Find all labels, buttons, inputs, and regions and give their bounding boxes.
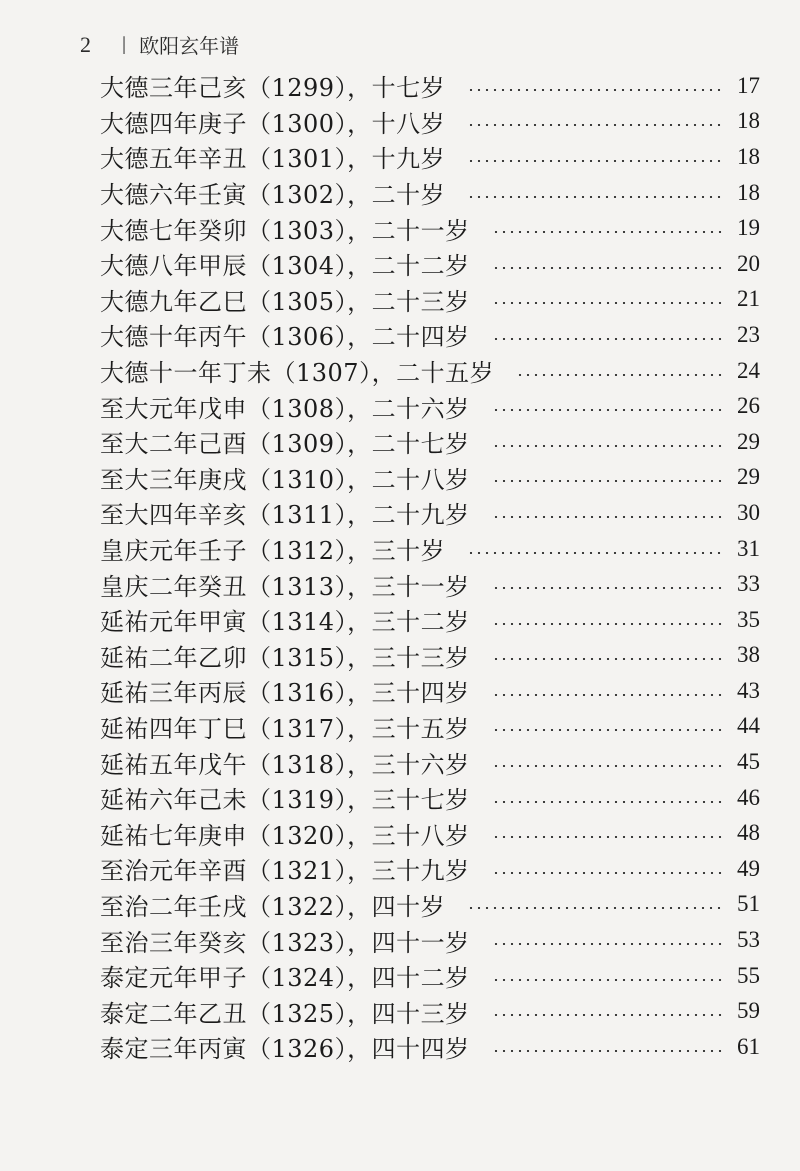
entry-page-number: 46 [737, 784, 760, 810]
toc-entry[interactable] [100, 602, 760, 638]
entry-title: 大德三年己亥（1299），十七岁 [100, 74, 446, 103]
toc-entry[interactable] [100, 566, 760, 602]
book-title: 欧阳玄年谱 [139, 34, 240, 58]
dot-leader [492, 979, 722, 981]
dot-leader [492, 836, 722, 838]
dot-leader [467, 552, 722, 554]
dot-leader [492, 480, 722, 482]
toc-entry[interactable] [100, 495, 760, 531]
entry-title: 泰定三年丙寅（1326），四十四岁 [100, 1035, 470, 1064]
entry-title: 泰定二年乙丑（1325），四十三岁 [100, 999, 470, 1028]
dot-leader [492, 267, 722, 269]
entry-page-number: 43 [737, 677, 760, 703]
entry-page-number: 35 [737, 606, 760, 632]
entry-title: 延祐二年乙卯（1315），三十三岁 [100, 643, 470, 672]
entry-page-number: 29 [737, 428, 760, 454]
dot-leader [492, 729, 722, 731]
entry-page-number: 18 [737, 143, 760, 169]
dot-leader [467, 124, 722, 126]
entry-page-number: 19 [737, 215, 760, 241]
entry-page-number: 59 [737, 998, 760, 1024]
dot-leader [492, 872, 722, 874]
dot-leader [516, 374, 722, 376]
entry-title: 大德八年甲辰（1304），二十二岁 [100, 252, 470, 281]
toc-entry[interactable] [100, 460, 760, 496]
entry-title: 大德六年壬寅（1302），二十岁 [100, 181, 446, 210]
toc-entry[interactable] [100, 638, 760, 674]
entry-title: 泰定元年甲子（1324），四十二岁 [100, 964, 470, 993]
entry-page-number: 48 [737, 820, 760, 846]
entry-page-number: 55 [737, 962, 760, 988]
entry-page-number: 45 [737, 749, 760, 775]
toc-entry[interactable] [100, 282, 760, 318]
toc-entry[interactable] [100, 317, 760, 353]
page-number: 2 [80, 31, 91, 57]
toc-entry[interactable] [100, 424, 760, 460]
running-header [80, 30, 239, 59]
dot-leader [492, 943, 722, 945]
entry-title: 大德七年癸卯（1303），二十一岁 [100, 216, 470, 245]
entry-page-number: 17 [737, 72, 760, 98]
toc-entry[interactable] [100, 851, 760, 887]
dot-leader [467, 907, 722, 909]
toc-entry[interactable] [100, 531, 760, 567]
entry-page-number: 38 [737, 642, 760, 668]
entry-title: 皇庆元年壬子（1312），三十岁 [100, 537, 446, 566]
toc-entry[interactable] [100, 815, 760, 851]
dot-leader [492, 1014, 722, 1016]
entry-title: 延祐四年丁巳（1317），三十五岁 [100, 714, 470, 743]
entry-page-number: 61 [737, 1033, 760, 1059]
toc-entry[interactable] [100, 744, 760, 780]
entry-title: 大德五年辛丑（1301），十九岁 [100, 145, 446, 174]
entry-title: 至治三年癸亥（1323），四十一岁 [100, 928, 470, 957]
entry-title: 皇庆二年癸丑（1313），三十一岁 [100, 572, 470, 601]
toc-entry[interactable] [100, 210, 760, 246]
header-separator: | [121, 34, 128, 55]
entry-title: 延祐六年己未（1319），三十七岁 [100, 786, 470, 815]
entry-page-number: 18 [737, 179, 760, 205]
dot-leader [492, 302, 722, 304]
toc-entry[interactable] [100, 958, 760, 994]
toc-entry[interactable] [100, 709, 760, 745]
entry-page-number: 24 [737, 357, 760, 383]
dot-leader [492, 409, 722, 411]
entry-title: 延祐五年戊午（1318），三十六岁 [100, 750, 470, 779]
entry-title: 大德十年丙午（1306），二十四岁 [100, 323, 470, 352]
toc-entry[interactable] [100, 993, 760, 1029]
entry-title: 至大四年辛亥（1311），二十九岁 [100, 501, 470, 530]
dot-leader [467, 196, 722, 198]
toc-entry[interactable] [100, 139, 760, 175]
dot-leader [492, 516, 722, 518]
entry-page-number: 51 [737, 891, 760, 917]
dot-leader [492, 623, 722, 625]
dot-leader [492, 445, 722, 447]
entry-title: 延祐元年甲寅（1314），三十二岁 [100, 608, 470, 637]
dot-leader [492, 231, 722, 233]
dot-leader [492, 587, 722, 589]
entry-title: 至治元年辛酉（1321），三十九岁 [100, 857, 470, 886]
dot-leader [467, 89, 722, 91]
toc-entry[interactable] [100, 104, 760, 140]
entry-page-number: 29 [737, 464, 760, 490]
entry-page-number: 18 [737, 108, 760, 134]
toc-entry[interactable] [100, 887, 760, 923]
entry-title: 至治二年壬戌（1322），四十岁 [100, 892, 446, 921]
entry-page-number: 49 [737, 855, 760, 881]
entry-page-number: 21 [737, 286, 760, 312]
toc-entry[interactable] [100, 175, 760, 211]
dot-leader [492, 694, 722, 696]
entry-page-number: 23 [737, 321, 760, 347]
toc-entry[interactable] [100, 68, 760, 104]
entry-title: 延祐七年庚申（1320），三十八岁 [100, 821, 470, 850]
dot-leader [492, 765, 722, 767]
toc-entry[interactable] [100, 673, 760, 709]
entry-title: 至大三年庚戌（1310），二十八岁 [100, 465, 470, 494]
entry-title: 大德四年庚子（1300），十八岁 [100, 109, 446, 138]
dot-leader [492, 801, 722, 803]
dot-leader [467, 160, 722, 162]
entry-title: 至大元年戊申（1308），二十六岁 [100, 394, 470, 423]
entry-title: 至大二年己酉（1309），二十七岁 [100, 430, 470, 459]
table-of-contents [100, 68, 760, 1065]
toc-entry[interactable] [100, 353, 760, 389]
dot-leader [492, 338, 722, 340]
entry-title: 大德十一年丁未（1307），二十五岁 [100, 359, 495, 388]
entry-page-number: 44 [737, 713, 760, 739]
entry-page-number: 31 [737, 535, 760, 561]
entry-page-number: 53 [737, 927, 760, 953]
toc-entry[interactable] [100, 246, 760, 282]
dot-leader [492, 658, 722, 660]
toc-entry[interactable] [100, 388, 760, 424]
entry-page-number: 33 [737, 571, 760, 597]
toc-entry[interactable] [100, 922, 760, 958]
dot-leader [492, 1050, 722, 1052]
entry-page-number: 26 [737, 393, 760, 419]
entry-page-number: 30 [737, 499, 760, 525]
toc-entry[interactable] [100, 1029, 760, 1065]
entry-title: 大德九年乙巳（1305），二十三岁 [100, 287, 470, 316]
entry-page-number: 20 [737, 250, 760, 276]
toc-entry[interactable] [100, 780, 760, 816]
entry-title: 延祐三年丙辰（1316），三十四岁 [100, 679, 470, 708]
